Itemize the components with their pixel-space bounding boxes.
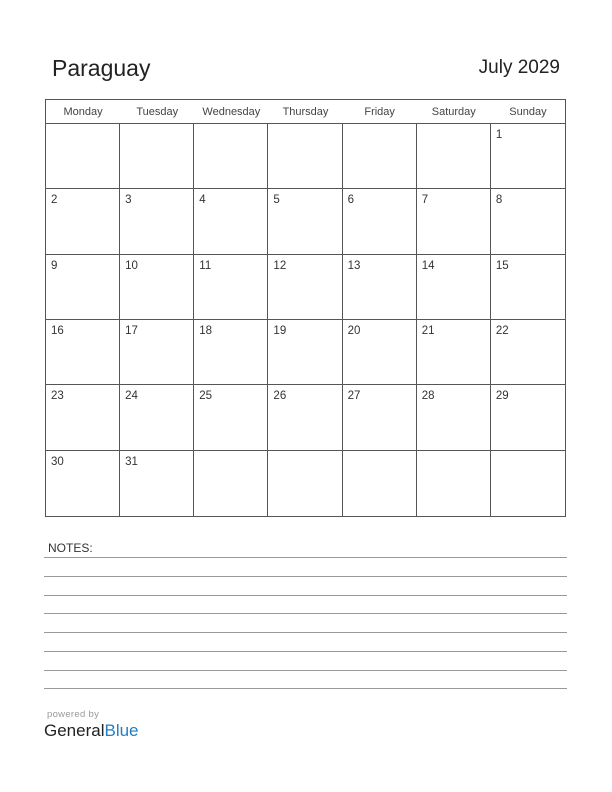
day-cell	[46, 320, 120, 385]
note-line	[44, 576, 567, 577]
day-cell	[491, 124, 565, 189]
day-cell	[491, 385, 565, 450]
day-number: 29	[495, 390, 509, 403]
day-number: 31	[125, 455, 138, 468]
day-cell	[491, 255, 565, 320]
note-line	[44, 651, 567, 652]
day-number: 5	[273, 194, 280, 207]
brand-general-text: General	[44, 721, 105, 740]
day-cell	[120, 255, 194, 320]
note-line	[44, 613, 567, 614]
day-cell	[120, 451, 194, 516]
notes-label: NOTES:	[48, 541, 93, 555]
day-cell	[268, 385, 342, 450]
day-cell	[417, 124, 491, 189]
weekday-header: Monday	[46, 100, 120, 124]
day-number: 8	[495, 194, 503, 207]
day-cell	[120, 320, 194, 385]
day-number: 1	[495, 129, 503, 141]
day-cell	[343, 124, 417, 189]
day-cell	[417, 320, 491, 385]
day-cell	[268, 255, 342, 320]
day-cell	[343, 385, 417, 450]
day-number: 27	[347, 390, 361, 403]
weekday-header: Friday	[343, 100, 417, 124]
powered-by-text: powered by	[47, 709, 100, 720]
day-cell	[343, 189, 417, 254]
day-cell	[194, 124, 268, 189]
day-cell	[417, 385, 491, 450]
day-number: 28	[421, 390, 435, 403]
day-cell	[46, 255, 120, 320]
calendar-country-title: Paraguay	[52, 55, 151, 81]
day-number: 10	[125, 259, 138, 272]
day-number: 15	[495, 259, 509, 272]
day-cell	[120, 124, 194, 189]
day-cell	[46, 124, 120, 189]
day-cell	[491, 320, 565, 385]
day-cell	[343, 320, 417, 385]
day-number: 9	[51, 259, 58, 272]
day-number: 24	[125, 390, 138, 403]
weekday-header: Wednesday	[194, 100, 268, 124]
day-cell	[343, 255, 417, 320]
day-cell	[417, 451, 491, 516]
note-line	[44, 688, 567, 689]
day-number: 30	[51, 455, 64, 468]
day-number: 16	[51, 325, 64, 337]
day-cell	[46, 385, 120, 450]
weekday-header: Sunday	[491, 100, 565, 124]
day-number: 13	[347, 259, 361, 272]
day-cell	[46, 189, 120, 254]
day-number: 7	[421, 194, 429, 207]
day-cell	[491, 189, 565, 254]
day-cell	[194, 320, 268, 385]
day-cell	[268, 451, 342, 516]
day-number: 3	[125, 194, 132, 207]
note-line	[44, 632, 567, 633]
generalblue-logo	[44, 721, 139, 741]
day-cell	[417, 255, 491, 320]
day-number: 4	[199, 194, 206, 207]
day-cell	[268, 320, 342, 385]
day-cell	[194, 451, 268, 516]
note-line	[44, 557, 567, 558]
day-number: 21	[421, 325, 435, 337]
day-cell	[194, 385, 268, 450]
day-cell	[120, 189, 194, 254]
day-number: 2	[51, 194, 58, 207]
day-cell	[268, 189, 342, 254]
day-cell	[194, 189, 268, 254]
weekday-header: Tuesday	[120, 100, 194, 124]
brand-blue-text: Blue	[104, 721, 139, 740]
day-number: 12	[273, 259, 287, 272]
calendar-month-year: July 2029	[478, 57, 560, 78]
day-cell	[194, 255, 268, 320]
weekday-header: Saturday	[417, 100, 491, 124]
day-number: 26	[273, 390, 287, 403]
day-number: 6	[347, 194, 354, 207]
day-number: 20	[347, 325, 361, 337]
day-number: 18	[199, 325, 213, 337]
day-number: 11	[199, 259, 212, 272]
day-cell	[417, 189, 491, 254]
calendar-grid	[45, 99, 566, 517]
day-cell	[491, 451, 565, 516]
weekday-header: Thursday	[268, 100, 342, 124]
day-number: 14	[421, 259, 435, 272]
note-line	[44, 595, 567, 596]
day-cell	[120, 385, 194, 450]
day-number: 23	[51, 390, 64, 403]
day-number: 19	[273, 325, 287, 337]
day-cell	[46, 451, 120, 516]
day-number: 22	[495, 325, 509, 337]
day-number: 17	[125, 325, 138, 337]
day-cell	[343, 451, 417, 516]
day-cell	[268, 124, 342, 189]
day-number: 25	[199, 390, 213, 403]
note-line	[44, 670, 567, 671]
